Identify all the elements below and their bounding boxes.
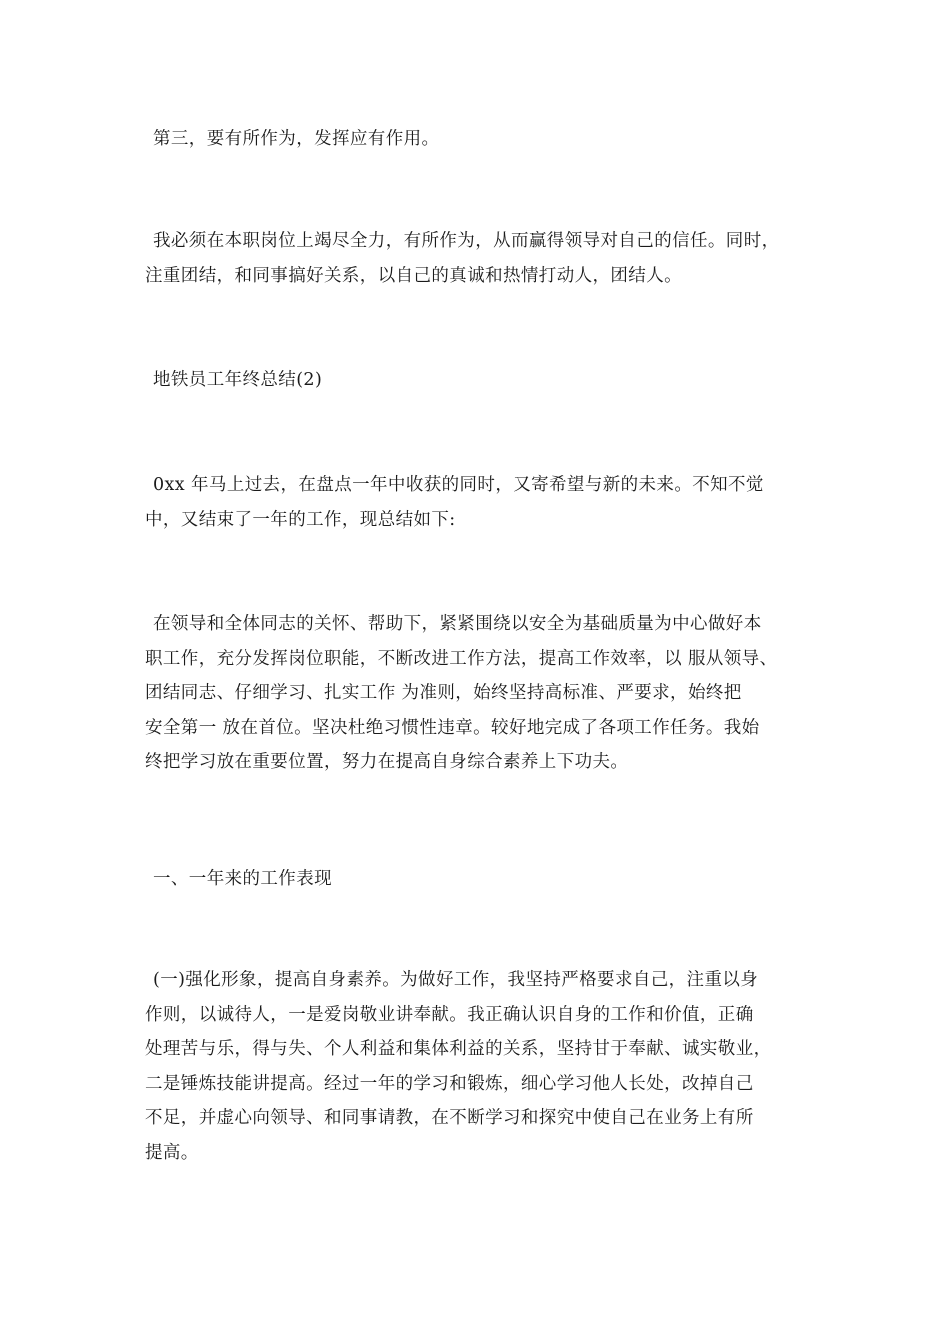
text-line: 我必须在本职岗位上竭尽全力，有所作为，从而赢得领导对自己的信任。同时，: [153, 231, 780, 251]
text-line: 职工作，充分发挥岗位职能，不断改进工作方法，提高工作效率，以 服从领导、: [145, 648, 778, 669]
text-line: 团结同志、仔细学习、扎实工作 为准则，始终坚持高标准、严要求，始终把: [145, 683, 742, 703]
text-line: 提高。: [145, 1142, 199, 1163]
paragraph-third-point: [145, 122, 815, 157]
text-line: 一、一年来的工作表现: [153, 869, 332, 889]
section-heading-one: [145, 862, 815, 897]
text-line: 二是锤炼技能讲提高。经过一年的学习和锻炼，细心学习他人长处，改掉自己: [145, 1073, 754, 1094]
text-line: 不足，并虚心向领导、和同事请教，在不断学习和探究中使自己在业务上有所: [145, 1108, 754, 1128]
text-line: 地铁员工年终总结(2): [153, 370, 323, 390]
text-line: 终把学习放在重要位置，努力在提高自身综合素养上下功夫。: [145, 752, 629, 772]
paragraph-intro: [145, 468, 815, 537]
text-line: 中，又结束了一年的工作，现总结如下:: [145, 509, 456, 530]
text-line: 处理苦与乐，得与失、个人利益和集体利益的关系，坚持甘于奉献、诚实敬业，: [145, 1039, 772, 1059]
paragraph-summary: [145, 607, 815, 780]
text-line: 安全第一 放在首位。坚决杜绝习惯性违章。较好地完成了各项工作任务。我始: [145, 717, 760, 738]
text-line: (一)强化形象，提高自身素养。为做好工作，我坚持严格要求自己，注重以身: [153, 970, 759, 990]
paragraph-image-quality: [145, 963, 815, 1170]
paragraph-duty: [145, 224, 815, 293]
text-line: 第三，要有所作为，发挥应有作用。: [153, 129, 440, 149]
text-line: 注重团结，和同事搞好关系，以自己的真诚和热情打动人，团结人。: [145, 265, 682, 286]
text-line: 在领导和全体同志的关怀、帮助下，紧紧围绕以安全为基础质量为中心做好本: [153, 614, 762, 634]
section-title: [145, 363, 815, 398]
text-line: 作则，以诚待人，一是爱岗敬业讲奉献。我正确认识自身的工作和价值，正确: [145, 1004, 754, 1025]
text-line: 0xx 年马上过去，在盘点一年中收获的同时，又寄希望与新的未来。不知不觉: [153, 475, 764, 495]
